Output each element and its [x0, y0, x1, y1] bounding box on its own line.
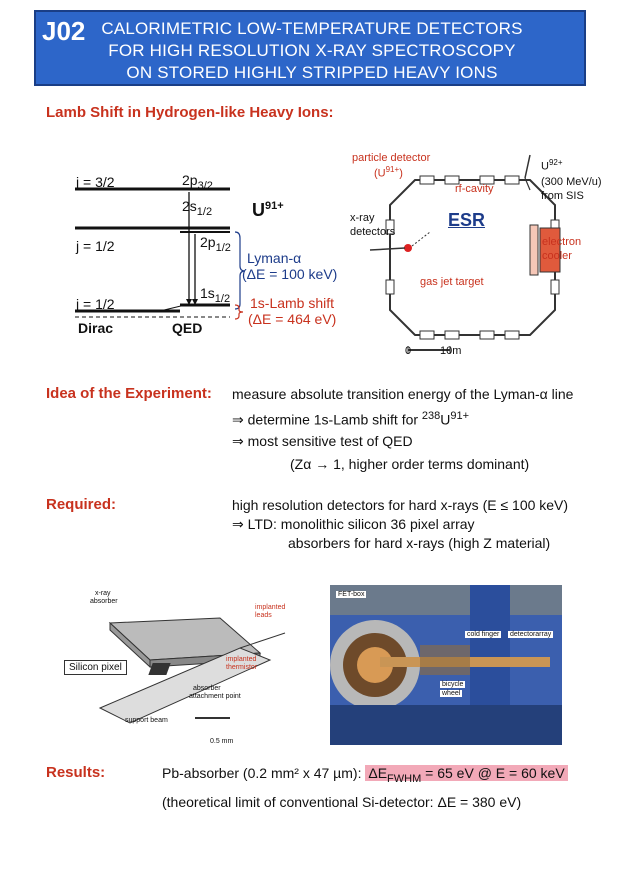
- required-line-2: ⇒ LTD: monolithic silicon 36 pixel array: [232, 516, 475, 532]
- level-1s12: $1s_{1/2}$: [200, 285, 231, 305]
- poster-code: J02: [42, 16, 86, 46]
- level-j12-lower: j = 1/2: [76, 296, 115, 312]
- scale-zero: 0: [405, 345, 412, 357]
- detector-array-label: detectorarray: [510, 631, 552, 638]
- idea-line-1: measure absolute transition energy of the Lyman-α line: [232, 386, 574, 402]
- title-line-1: CALORIMETRIC LOW-TEMPERATURE DETECTORS: [101, 19, 523, 38]
- lamb-shift-label: 1s-Lamb shift: [250, 295, 335, 311]
- support-beam-label: support beam: [125, 717, 168, 724]
- results-highlight: $\Delta E_{FWHM} = 65$ eV @ E = 60 keV: [365, 765, 567, 781]
- bicycle-wheel-label-1: bicycle: [442, 681, 464, 688]
- lyman-alpha-energy: (ΔE = 100 keV): [242, 266, 338, 282]
- particle-detector-ion: $(U^{91+})$: [374, 165, 403, 180]
- xray-absorber-label-2: absorber: [90, 598, 118, 605]
- lyman-alpha-label: Lyman-α: [247, 250, 302, 266]
- ion-label: $U^{91+}$: [252, 200, 284, 220]
- lamb-shift-energy: (ΔE = 464 eV): [248, 311, 337, 327]
- silicon-pixel-label: Silicon pixel: [64, 660, 127, 675]
- implanted-leads-label-1: implanted: [255, 604, 286, 611]
- u92-source: from SIS: [541, 190, 584, 202]
- xray-detectors-label-2: detectors: [350, 226, 396, 238]
- cold-finger-label: cold finger: [467, 631, 500, 638]
- bicycle-wheel-label-2: wheel: [442, 690, 461, 697]
- required-line-3: absorbers for hard x-rays (high Z material): [288, 535, 551, 551]
- esr-label: ESR: [448, 210, 486, 230]
- title-line-2: FOR HIGH RESOLUTION X-RAY SPECTROSCOPY: [108, 41, 516, 60]
- label-dirac: Dirac: [78, 320, 114, 336]
- u92-label: $U^{92+}$: [541, 158, 563, 173]
- sketch-scale-label: 0.5 mm: [210, 738, 234, 745]
- electron-cooler-label-1: electron: [542, 236, 582, 248]
- level-2p32: $2p_{3/2}$: [182, 172, 213, 192]
- results-heading: Results:: [46, 764, 106, 781]
- level-j32: j = 3/2: [76, 174, 115, 190]
- idea-line-4: (Zα → 1, higher order terms dominant): [290, 456, 530, 472]
- results-line-1: Pb-absorber (0.2 mm² x 47 µm): $\Delta E_{FWHM} = 65$ eV @ E = 60 keV: [162, 765, 568, 785]
- particle-detector-label: particle detector: [352, 152, 431, 164]
- attachment-label-1: absorber: [193, 685, 221, 692]
- attachment-label-2: attachment point: [189, 693, 241, 700]
- detector-photo-image: [330, 585, 562, 745]
- idea-line-3: ⇒ most sensitive test of QED: [232, 433, 413, 449]
- xray-detectors-label-1: x-ray: [350, 212, 375, 224]
- level-2p12: $2p_{1/2}$: [200, 234, 231, 254]
- level-2s12: $2s_{1/2}$: [182, 198, 213, 218]
- label-qed: QED: [172, 320, 203, 336]
- gas-jet-target-label: gas jet target: [420, 276, 484, 288]
- thermistor-label-1: implanted: [226, 656, 257, 663]
- u92-energy: (300 MeV/u): [541, 176, 602, 188]
- implanted-leads-label-2: leads: [255, 612, 272, 619]
- title-banner: [34, 10, 586, 86]
- level-j12-upper: j = 1/2: [76, 238, 115, 254]
- title-line-3: ON STORED HIGHLY STRIPPED HEAVY IONS: [126, 63, 498, 82]
- rf-cavity-label: rf-cavity: [455, 183, 494, 195]
- idea-heading: Idea of the Experiment:: [46, 385, 212, 402]
- required-line-1: high resolution detectors for hard x-rays (E ≤ 100 keV): [232, 497, 569, 513]
- results-line-2: (theoretical limit of conventional Si-detector: ΔE = 380 eV): [162, 794, 522, 810]
- electron-cooler-label-2: cooler: [542, 250, 572, 262]
- fet-box-label: FET-box: [338, 591, 365, 598]
- xray-absorber-label-1: x-ray: [95, 590, 111, 597]
- detector-photo: [330, 585, 562, 745]
- lamb-heading: Lamb Shift in Hydrogen-like Heavy Ions:: [46, 104, 334, 121]
- thermistor-label-2: thermistor: [226, 664, 258, 671]
- scale-10m: 10m: [440, 345, 462, 357]
- idea-line-2: ⇒ determine 1s-Lamb shift for $^{238}U^{91+}$: [232, 410, 470, 428]
- required-heading: Required:: [46, 496, 117, 513]
